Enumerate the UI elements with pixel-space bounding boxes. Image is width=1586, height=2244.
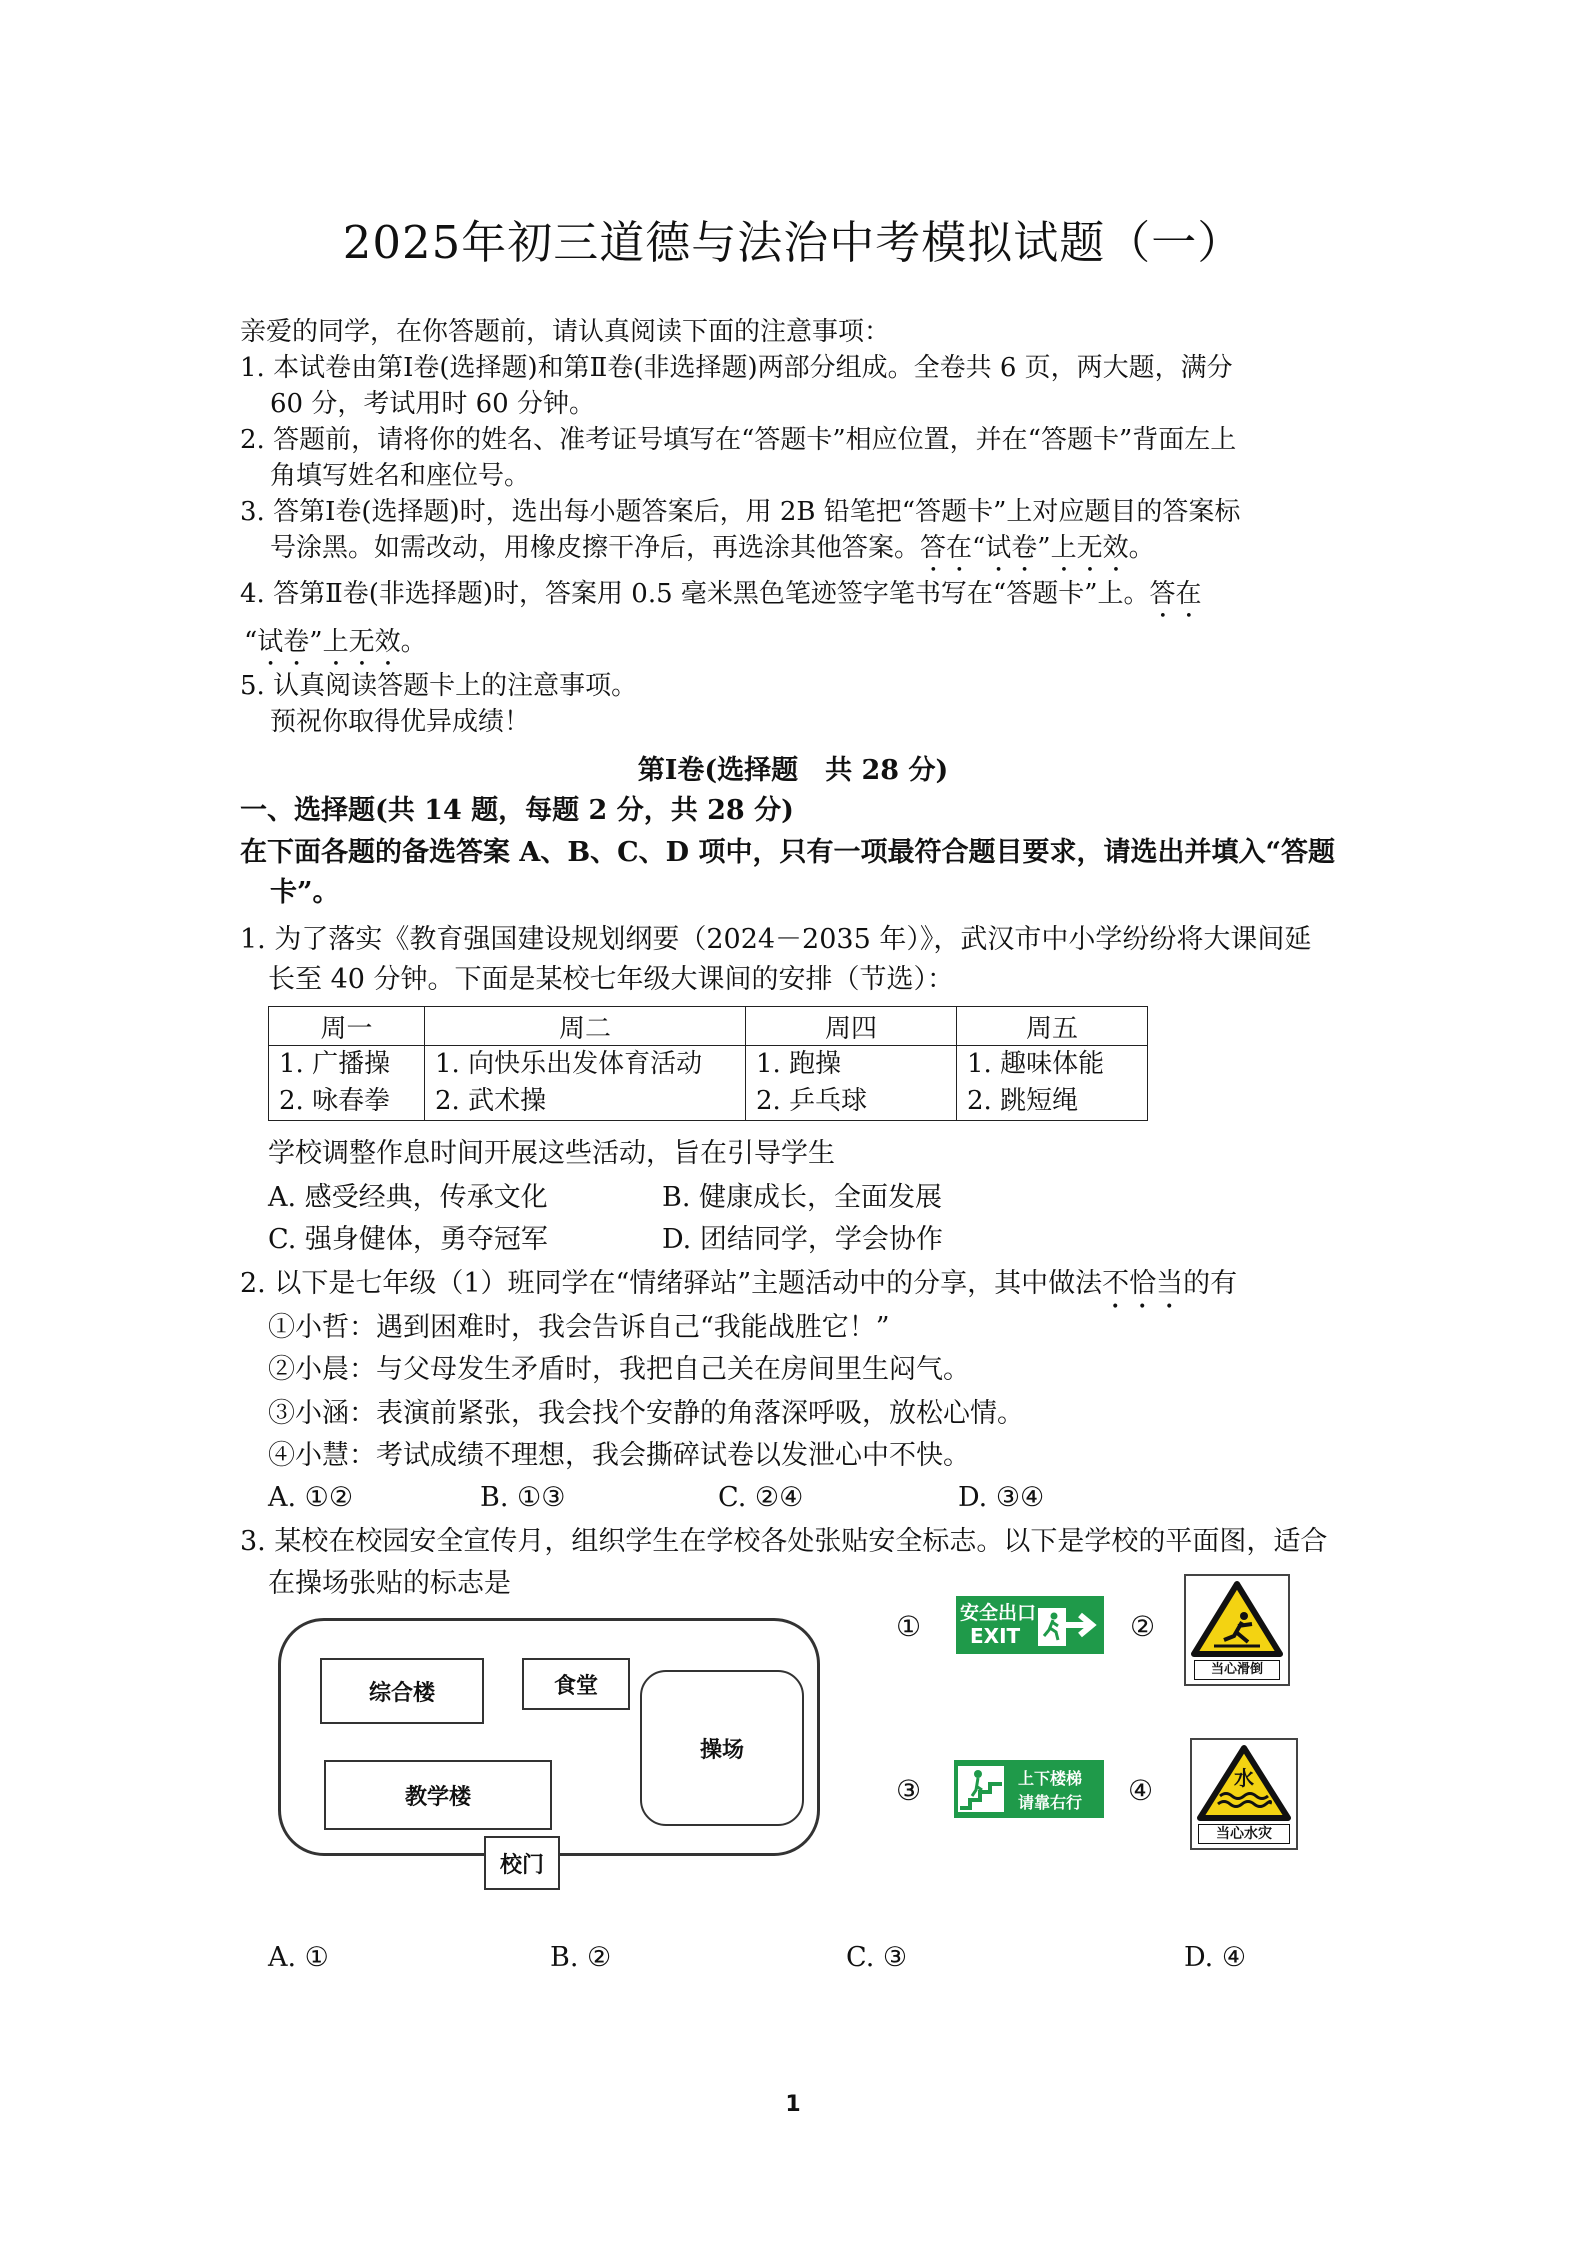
q1-option-b: B. 健康成长，全面发展 bbox=[662, 1182, 943, 1213]
q1-stem: 1. 为了落实《教育强国建设规划纲要（2024－2035 年）》，武汉市中小学纷纷将大课间延 bbox=[240, 924, 1312, 955]
stairs-keep-right-sign bbox=[954, 1760, 1104, 1818]
map-building: 综合楼 bbox=[320, 1658, 484, 1724]
table-cell bbox=[746, 1046, 957, 1121]
q2-option-d: D. ③④ bbox=[958, 1482, 1045, 1513]
flood-warning-sign bbox=[1190, 1738, 1298, 1850]
warning-triangle-icon bbox=[1190, 1580, 1284, 1658]
q3-stem-cont: 在操场张贴的标志是 bbox=[268, 1568, 511, 1599]
q2-item-1: ①小哲：遇到困难时，我会告诉自己“我能战胜它！” bbox=[268, 1312, 890, 1343]
cell-line: 2. 咏春拳 bbox=[279, 1086, 391, 1116]
cell-line: 2. 武术操 bbox=[435, 1086, 547, 1116]
notice-text: 。 bbox=[400, 627, 427, 657]
section-heading: 第Ⅰ卷(选择题 共 28 分) bbox=[637, 755, 949, 786]
slippery-floor-sign bbox=[1184, 1574, 1290, 1686]
water-icon: 水 bbox=[1234, 1766, 1254, 1790]
q3-option-d: D. ④ bbox=[1184, 1942, 1247, 1973]
notice-item-4-cont bbox=[244, 624, 427, 672]
q1-stem-cont: 长至 40 分钟。下面是某校七年级大课间的安排（节选）： bbox=[268, 964, 955, 995]
table-cell bbox=[425, 1046, 746, 1121]
q1-question: 学校调整作息时间开展这些活动，旨在引导学生 bbox=[268, 1138, 835, 1169]
instruction: 在下面各题的备选答案 A、B、C、D 项中，只有一项最符合题目要求，请选出并填入“答题 bbox=[240, 837, 1336, 868]
table-cell bbox=[269, 1046, 425, 1121]
q2-option-a: A. ①② bbox=[268, 1482, 354, 1513]
table-header: 周四 bbox=[746, 1007, 957, 1046]
page-number: 1 bbox=[785, 2092, 801, 2117]
q2-item-2: ②小晨：与父母发生矛盾时，我把自己关在房间里生闷气。 bbox=[268, 1354, 970, 1385]
q2-option-c: C. ②④ bbox=[718, 1482, 804, 1513]
sign-caption: 当心滑倒 bbox=[1194, 1660, 1280, 1680]
q2-stem-text: 的有 bbox=[1183, 1268, 1238, 1299]
arrow-right-icon bbox=[1064, 1610, 1100, 1640]
page-title: 2025年初三道德与法治中考模拟试题（一） bbox=[342, 216, 1244, 269]
schedule-table bbox=[268, 1006, 1148, 1121]
sign-text: 请靠右行 bbox=[1018, 1793, 1083, 1812]
q2-item-4: ④小慧：考试成绩不理想，我会撕碎试卷以发泄心中不快。 bbox=[268, 1440, 970, 1471]
q2-item-3: ③小涵：表演前紧张，我会找个安静的角落深呼吸，放松心情。 bbox=[268, 1398, 1024, 1429]
emphasis-text: “试卷”上无效 bbox=[244, 627, 401, 657]
sign-text: 上下楼梯 bbox=[1018, 1769, 1083, 1788]
table-header-row bbox=[269, 1007, 1148, 1046]
q2-stem bbox=[240, 1266, 1237, 1315]
q3-option-c: C. ③ bbox=[846, 1942, 908, 1973]
map-gate: 校门 bbox=[484, 1836, 560, 1890]
cell-line: 1. 向快乐出发体育活动 bbox=[435, 1049, 703, 1079]
notice-text: 号涂黑。如需改动，用橡皮擦干净后，再选涂其他答案。 bbox=[270, 533, 921, 563]
sign-number: ① bbox=[896, 1610, 922, 1643]
stairs-icon bbox=[958, 1766, 1004, 1812]
notice-item-2: 2. 答题前，请将你的姓名、准考证号填写在“答题卡”相应位置，并在“答题卡”背面左上 bbox=[240, 425, 1237, 455]
table-header: 周一 bbox=[269, 1007, 425, 1046]
q1-option-a: A. 感受经典，传承文化 bbox=[268, 1182, 548, 1213]
q3-option-b: B. ② bbox=[550, 1942, 612, 1973]
notice-item-3-cont bbox=[270, 530, 1155, 578]
q3-option-a: A. ① bbox=[268, 1942, 329, 1973]
q2-stem-text: 2. 以下是七年级（1）班同学在“情绪驿站”主题活动中的分享，其中做法 bbox=[240, 1268, 1103, 1299]
cell-line: 2. 跳短绳 bbox=[967, 1086, 1079, 1116]
notice-item-1-cont: 60 分，考试用时 60 分钟。 bbox=[270, 389, 595, 419]
q1-option-d: D. 团结同学，学会协作 bbox=[662, 1224, 943, 1255]
notice-item-5: 5. 认真阅读答题卡上的注意事项。 bbox=[240, 671, 638, 701]
sign-caption: 当心水灾 bbox=[1198, 1824, 1290, 1844]
notice-text: 。 bbox=[1128, 533, 1155, 563]
map-building: 教学楼 bbox=[324, 1760, 552, 1830]
part-heading: 一、选择题(共 14 题，每题 2 分，共 28 分) bbox=[240, 795, 794, 826]
notice-item-2-cont: 角填写姓名和座位号。 bbox=[270, 461, 531, 491]
notice-wish: 预祝你取得优异成绩！ bbox=[270, 707, 531, 737]
notice-text: 4. 答第Ⅱ卷(非选择题)时，答案用 0.5 毫米黑色笔迹签字笔书写在“答题卡”上。 bbox=[240, 579, 1150, 609]
sign-number: ④ bbox=[1128, 1774, 1154, 1807]
sign-number: ② bbox=[1130, 1610, 1156, 1643]
campus-map bbox=[278, 1618, 818, 1898]
notice-item-4 bbox=[240, 576, 1202, 624]
notice-item-1: 1. 本试卷由第Ⅰ卷(选择题)和第Ⅱ卷(非选择题)两部分组成。全卷共 6 页，两大题，满分 bbox=[240, 353, 1233, 383]
sign-text: 安全出口 bbox=[960, 1602, 1037, 1624]
cell-line: 1. 广播操 bbox=[279, 1049, 391, 1079]
cell-line: 1. 趣味体能 bbox=[967, 1049, 1105, 1079]
sign-text: EXIT bbox=[970, 1624, 1021, 1648]
notice-item-3: 3. 答第Ⅰ卷(选择题)时，选出每小题答案后，用 2B 铅笔把“答题卡”上对应题目的答案标 bbox=[240, 497, 1241, 527]
q1-option-c: C. 强身健体，勇夺冠军 bbox=[268, 1224, 548, 1255]
table-header: 周五 bbox=[957, 1007, 1148, 1046]
emphasis-text: 答在“试卷”上无效 bbox=[920, 533, 1129, 563]
notice-intro: 亲爱的同学，在你答题前，请认真阅读下面的注意事项： bbox=[240, 317, 891, 347]
map-building: 操场 bbox=[640, 1670, 804, 1826]
sign-number: ③ bbox=[896, 1774, 922, 1807]
map-building: 食堂 bbox=[522, 1658, 630, 1710]
exit-sign bbox=[956, 1596, 1104, 1654]
q2-option-b: B. ①③ bbox=[480, 1482, 566, 1513]
running-person-icon bbox=[1038, 1608, 1066, 1646]
q3-stem: 3. 某校在校园安全宣传月，组织学生在学校各处张贴安全标志。以下是学校的平面图，适合 bbox=[240, 1526, 1328, 1557]
table-row bbox=[269, 1046, 1148, 1121]
cell-line: 2. 乒乓球 bbox=[756, 1086, 868, 1116]
cell-line: 1. 跑操 bbox=[756, 1049, 842, 1079]
table-header: 周二 bbox=[425, 1007, 746, 1046]
emphasis-text: 不恰当 bbox=[1102, 1268, 1184, 1299]
emphasis-text: 答在 bbox=[1149, 579, 1202, 609]
table-cell bbox=[957, 1046, 1148, 1121]
instruction-cont: 卡”。 bbox=[270, 877, 340, 908]
